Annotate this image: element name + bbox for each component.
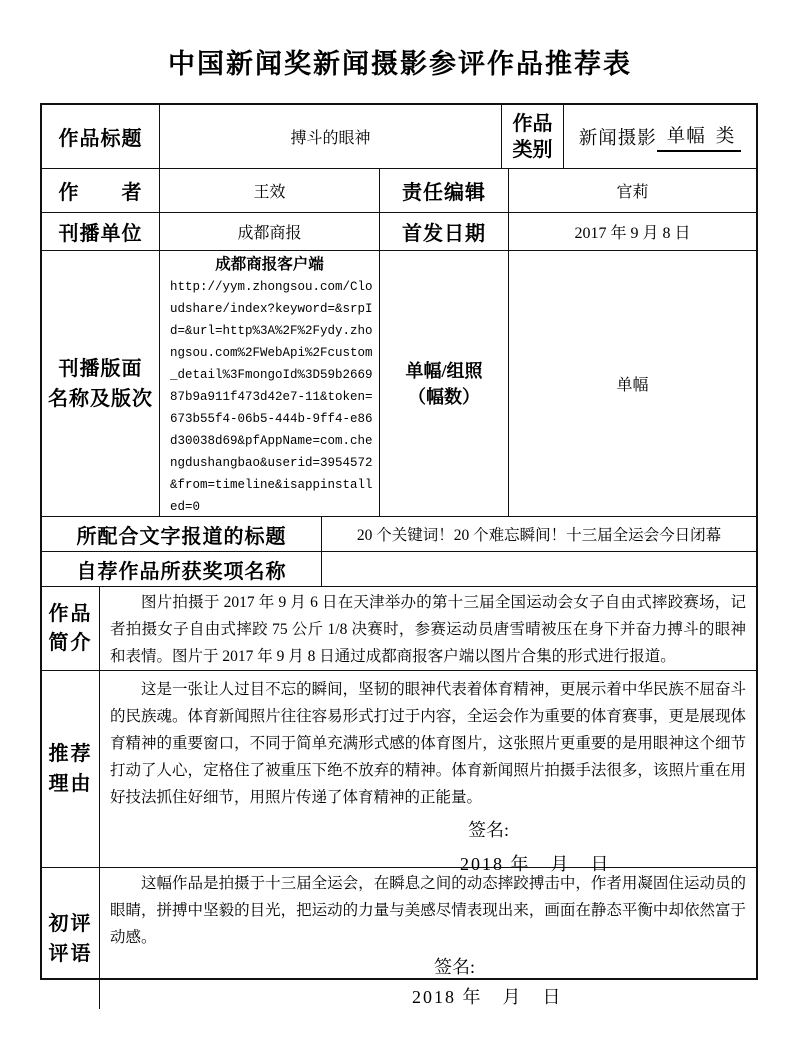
value-author: 王效 [160, 169, 380, 212]
url-line: _detail%3FmongoId%3D59b2669 [170, 368, 373, 382]
category-blank-filled: 单幅 [657, 122, 716, 152]
value-intro [100, 587, 756, 670]
page-title: 中国新闻奖新闻摄影参评作品推荐表 [168, 49, 632, 79]
review-paragraph: 这幅作品是拍摄于十三届全运会，在瞬息之间的动态摔跤搏击中，作者用凝固住运动员的眼睛，拼搏中坚毅的目光，把运动的力量与美感尽情表现出来，画面在静态平衡中却依然富于动感。 [110, 875, 746, 946]
intro-paragraph: 图片拍摄于 2017 年 9 月 6 日在天津举办的第十三届全国运动会女子自由式摔跤赛场，记者拍摄女子自由式摔跤 75 公斤 1/8 决赛时，参赛运动员唐雪晴被压在身下并奋力搏斗的眼神和表情。图片于 2017 年 9 月 8 日通过成都商报客户端以图片合集的形式进行报道。 [110, 594, 746, 665]
label-single-group-line2: （幅数） [408, 386, 480, 407]
value-single-group: 单幅 [616, 377, 649, 394]
row-edition [42, 251, 756, 517]
row-intro [42, 587, 756, 671]
url-line: 673b55f4-06b5-444b-9ff4-e86 [170, 412, 373, 426]
category-suffix: 类 [716, 122, 742, 152]
label-work-category [502, 105, 564, 168]
label-publish-date: 首发日期 [380, 213, 509, 250]
label-intro [42, 587, 100, 670]
channel-name: 成都商报客户端 [215, 256, 324, 273]
category-prefix: 新闻摄影 [578, 128, 657, 149]
value-report-title: 20 个关键词！20 个难忘瞬间！十三届全运会今日闭幕 [356, 527, 722, 544]
label-editor: 责任编辑 [380, 169, 509, 212]
row-work-title [42, 105, 756, 169]
reason-paragraph: 这是一张让人过目不忘的瞬间，坚韧的眼神代表着体育精神，更展示着中华民族不屈奋斗的民族魂。体育新闻照片往往容易形式打过于内容，全运会作为重要的体育赛事，更是展现体育精神的重要窗口，不同于简单充满形式感的体育图片，这张照片更重要的是用眼神这个细节打动了人心，定格住了被重压下绝不放弃的精神。体育新闻照片拍摄手法很多，该照片重在用好技法抓住好细节，用照片传递了体育精神的正能量。 [110, 681, 746, 806]
label-edition-line1: 刊播版面 [58, 357, 143, 380]
url-line: d=&url=http%3A%2F%2Fydy.zho [170, 324, 373, 338]
value-review [100, 868, 756, 1009]
label-work-title: 作品标题 [42, 105, 160, 168]
label-review [42, 868, 100, 1009]
url-line: d30038d69&pfAppName=com.che [170, 434, 373, 448]
value-edition-url [160, 251, 380, 516]
signature-label: 签名: [434, 957, 476, 977]
row-awards [42, 552, 756, 587]
signature-date: 2018 年 月 日 [412, 987, 563, 1007]
label-work-category-line1: 作品 [512, 112, 553, 135]
url-line: http://yym.zhongsou.com/Clo [170, 280, 373, 294]
label-single-group [380, 251, 509, 516]
label-publisher: 刊播单位 [42, 213, 160, 250]
row-report-title [42, 517, 756, 552]
label-single-group-line1: 单幅/组照 [405, 360, 483, 381]
url-line: 87b9a911f473d42e7-11&token= [170, 390, 373, 404]
label-intro-line1: 作品 [48, 602, 93, 625]
row-author [42, 169, 756, 213]
value-work-category [564, 105, 756, 168]
row-publisher [42, 213, 756, 251]
url-line: udshare/index?keyword=&srpI [170, 302, 373, 316]
label-report-title: 所配合文字报道的标题 [42, 517, 322, 551]
label-edition [42, 251, 160, 516]
label-review-line1: 初评 [48, 912, 93, 935]
value-publisher: 成都商报 [160, 213, 380, 250]
value-editor: 官莉 [616, 184, 649, 201]
value-work-title: 搏斗的眼神 [160, 105, 502, 168]
url-line: ngdushangbao&userid=3954572 [170, 456, 373, 470]
label-work-category-line2: 类别 [512, 138, 553, 161]
row-review [42, 868, 756, 1009]
url-line: ed=0 [170, 500, 201, 514]
label-author: 作 者 [42, 169, 160, 212]
url-line: ngsou.com%2FWebApi%2Fcustom [170, 346, 373, 360]
value-awards [322, 552, 756, 586]
form-table [40, 103, 758, 1007]
signature-date: 2018 年 月 日 [460, 854, 611, 874]
label-reason-line2: 理由 [48, 773, 93, 795]
value-reason [100, 671, 756, 874]
label-reason-line1: 推荐 [48, 743, 93, 765]
value-publish-date: 2017 年 9 月 8 日 [574, 225, 691, 242]
url-line: &from=timeline&isappinstall [170, 478, 373, 492]
row-reason [42, 671, 756, 874]
signature-label: 签名: [468, 820, 510, 840]
label-edition-line2: 名称及版次 [48, 387, 153, 410]
label-review-line2: 评语 [48, 942, 93, 965]
label-awards: 自荐作品所获奖项名称 [42, 552, 322, 586]
label-reason [42, 671, 100, 867]
label-intro-line2: 简介 [48, 631, 93, 654]
